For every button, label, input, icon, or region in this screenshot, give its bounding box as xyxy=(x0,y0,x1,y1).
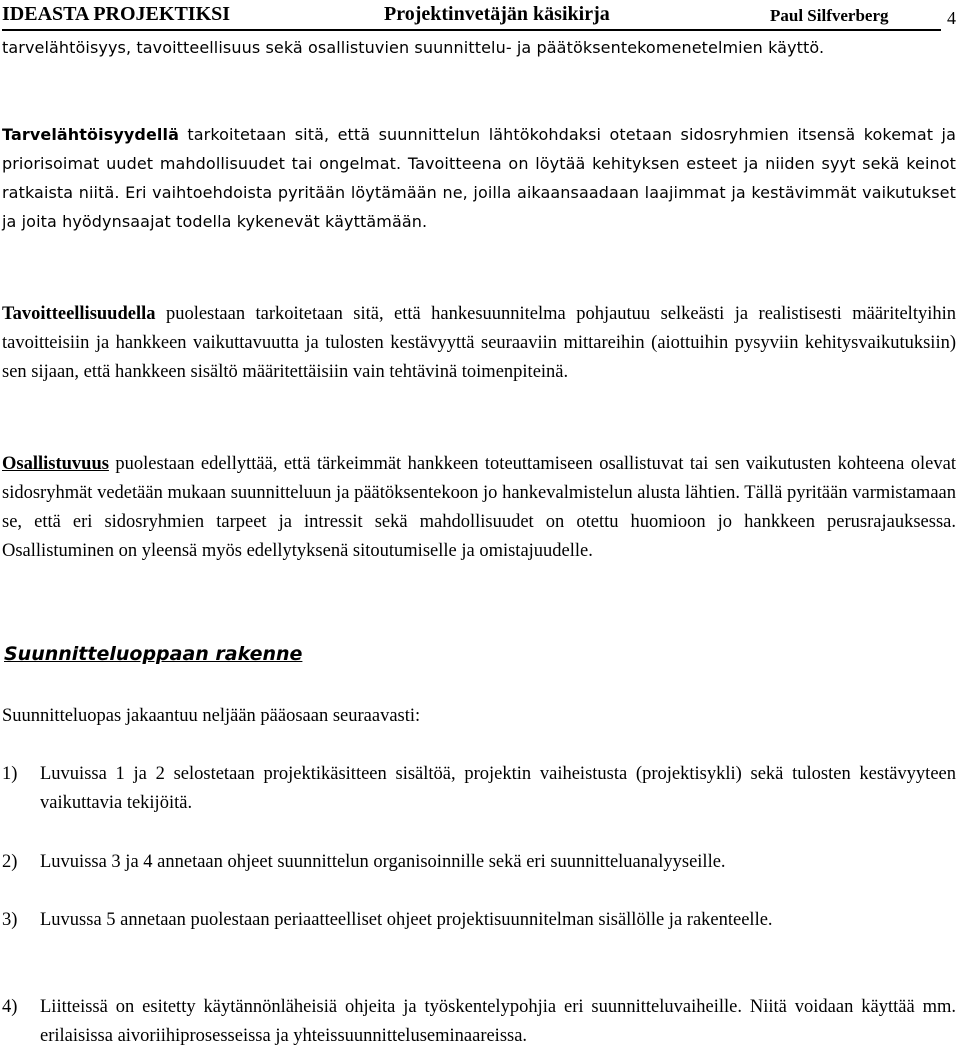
intro-continuation: tarvelähtöisyys, tavoitteellisuus sekä osallistuvien suunnittelu- ja päätöksentekomenetelmien käyttö. xyxy=(2,38,825,57)
paragraph-tavoitteellisuus-text: puolestaan tarkoitetaan sitä, että hankesuunnitelma pohjautuu selkeästi ja realistisesti määriteltyihin tavoitteisiin ja hankkeen vaikuttavuutta ja tulosten kestävyyttä seuraaviin mittareihin (aiottuihin pysyviin kehitysvaikutuksiin) sen sijaan, että hankkeen sisältö määritettäisiin vain tehtävinä toimenpiteinä. xyxy=(2,304,956,382)
paragraph-tarvelahtoisyys xyxy=(2,120,956,236)
paragraph-tavoitteellisuus xyxy=(2,300,956,387)
paragraph-osallistuvuus-text: puolestaan edellyttää, että tärkeimmät hankkeen toteuttamiseen osallistuvat tai sen vaikutusten kohteena olevat sidosryhmät vedetään mukaan suunnitteluun ja päätöksentekoon jo hankevalmistelun alusta lähtien. Tällä pyritään varmistamaan se, että eri sidosryhmien tarpeet ja intressit sekä mahdollisuudet on otettu huomioon jo hankkeen perusrajauksessa. Osallistuminen on yleensä myös edellytyksenä sitoutumiselle ja omistajuudelle. xyxy=(2,454,956,561)
term-tarvelahtoisyys: Tarvelähtöisyydellä xyxy=(2,125,179,144)
list-item-number: 4) xyxy=(2,997,18,1017)
page-header xyxy=(2,2,960,30)
list-item-text: Luvuissa 3 ja 4 annetaan ohjeet suunnittelun organisoinnille sekä eri suunnitteluanalyyseille. xyxy=(40,852,726,872)
list-item-text: Luvuissa 1 ja 2 selostetaan projektikäsitteen sisältöä, projektin vaiheistusta (projektisykli) sekä tulosten kestävyyteen vaikuttavia tekijöitä. xyxy=(40,764,956,813)
list-item-number: 1) xyxy=(2,764,18,784)
section-heading: Suunnitteluoppaan rakenne xyxy=(4,643,303,665)
header-book-title: Projektinvetäjän käsikirja xyxy=(384,3,610,25)
header-title: IDEASTA PROJEKTIKSI xyxy=(2,3,231,25)
list-item-number: 3) xyxy=(2,910,18,930)
term-tavoitteellisuus: Tavoitteellisuudella xyxy=(2,304,156,324)
paragraph-tarvelahtoisyys-text: tarkoitetaan sitä, että suunnittelun lähtökohdaksi otetaan sidosryhmien itsensä kokemat ja priorisoimat uudet mahdollisuudet tai ongelmat. Tavoitteena on löytää kehityksen esteet ja niiden syyt sekä keinot ratkaista niitä. Eri vaihtoehdoista pyritään löytämään ne, joilla aikaansaadaan laajimmat ja kestävimmät vaikutukset ja joita hyödynsaajat todella kykenevät käyttämään. xyxy=(2,125,956,231)
page-number: 4 xyxy=(947,8,956,28)
list-item-number: 2) xyxy=(2,852,18,872)
section-intro: Suunnitteluopas jakaantuu neljään pääosaan seuraavasti: xyxy=(2,706,421,726)
list-item-text: Luvussa 5 annetaan puolestaan periaatteelliset ohjeet projektisuunnitelman sisällölle ja rakenteelle. xyxy=(40,910,773,930)
paragraph-osallistuvuus xyxy=(2,450,956,566)
list-item-text: Liitteissä on esitetty käytännönläheisiä ohjeita ja työskentelypohjia eri suunnitteluvaiheille. Niitä voidaan käyttää mm. erilaisissa aivoriihiprosesseissa ja yhteissuunnitteluseminaareissa. xyxy=(40,997,956,1046)
header-rule xyxy=(2,29,941,31)
header-author: Paul Silfverberg xyxy=(770,6,889,25)
term-osallistuvuus: Osallistuvuus xyxy=(2,454,109,474)
